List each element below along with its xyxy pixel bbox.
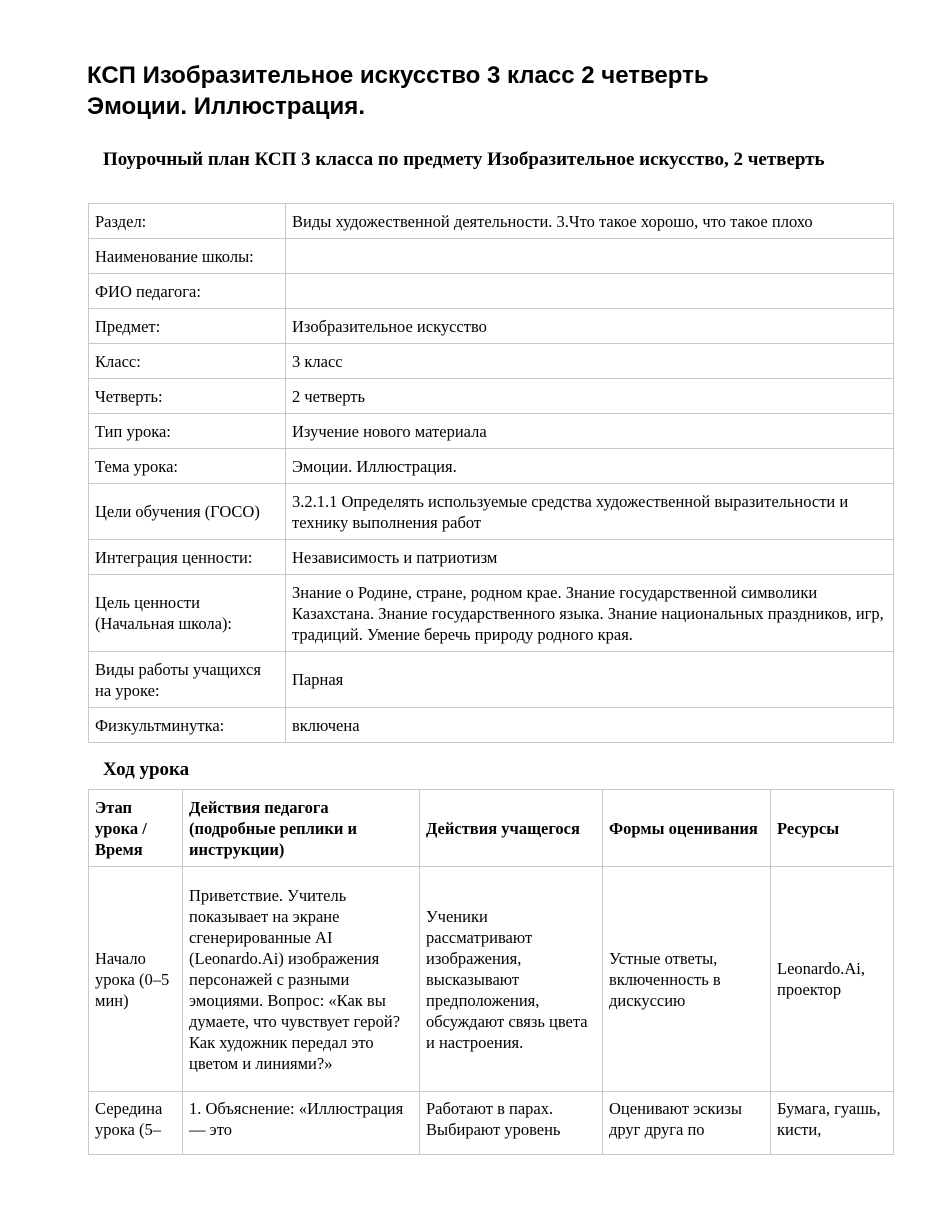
info-row-section bbox=[89, 204, 894, 239]
document-title-line2: Эмоции. Иллюстрация. bbox=[87, 93, 365, 120]
info-value bbox=[286, 239, 894, 274]
cell-resources: Leonardo.Ai, проектор bbox=[771, 867, 894, 1092]
info-row-learning-goals bbox=[89, 484, 894, 540]
info-label: Наименование школы: bbox=[89, 239, 286, 274]
info-label: Тип урока: bbox=[89, 414, 286, 449]
info-value: Виды художественной деятельности. 3.Что такое хорошо, что такое плохо bbox=[286, 204, 894, 239]
info-row-school bbox=[89, 239, 894, 274]
table-row bbox=[89, 867, 894, 1092]
info-value: 3.2.1.1 Определять используемые средства художественной выразительности и технику выполнения работ bbox=[286, 484, 894, 540]
header-resources: Ресурсы bbox=[771, 790, 894, 867]
info-value: Изучение нового материала bbox=[286, 414, 894, 449]
info-value: Парная bbox=[286, 652, 894, 708]
info-value: Изобразительное искусство bbox=[286, 309, 894, 344]
info-row-subject bbox=[89, 309, 894, 344]
info-row-work-types bbox=[89, 652, 894, 708]
lesson-flow-table bbox=[88, 789, 894, 1155]
info-value bbox=[286, 274, 894, 309]
info-label: Виды работы учащихся на уроке: bbox=[89, 652, 286, 708]
cell-teacher: 1. Объяснение: «Иллюстрация — это bbox=[183, 1092, 420, 1155]
info-row-teacher bbox=[89, 274, 894, 309]
info-value: Эмоции. Иллюстрация. bbox=[286, 449, 894, 484]
header-stage: Этап урока / Время bbox=[89, 790, 183, 867]
cell-stage: Начало урока (0–5 мин) bbox=[89, 867, 183, 1092]
info-label: Раздел: bbox=[89, 204, 286, 239]
lesson-info-table bbox=[88, 203, 894, 743]
info-row-grade bbox=[89, 344, 894, 379]
lesson-header-row bbox=[89, 790, 894, 867]
info-label: Тема урока: bbox=[89, 449, 286, 484]
table-row bbox=[89, 1092, 894, 1155]
header-assessment: Формы оценивания bbox=[603, 790, 771, 867]
info-label: Интеграция ценности: bbox=[89, 540, 286, 575]
document-title-line1: КСП Изобразительное искусство 3 класс 2 четверть bbox=[87, 62, 709, 89]
cell-assessment: Оценивают эскизы друг друга по bbox=[603, 1092, 771, 1155]
info-label: Класс: bbox=[89, 344, 286, 379]
cell-assessment: Устные ответы, включенность в дискуссию bbox=[603, 867, 771, 1092]
info-label: Цель ценности (Начальная школа): bbox=[89, 575, 286, 652]
info-row-value-goal bbox=[89, 575, 894, 652]
info-value: 2 четверть bbox=[286, 379, 894, 414]
info-label: Предмет: bbox=[89, 309, 286, 344]
cell-resources: Бумага, гуашь, кисти, bbox=[771, 1092, 894, 1155]
info-label: Физкультминутка: bbox=[89, 708, 286, 743]
info-value: включена bbox=[286, 708, 894, 743]
info-label: Четверть: bbox=[89, 379, 286, 414]
info-label: Цели обучения (ГОСО) bbox=[89, 484, 286, 540]
document-title bbox=[87, 60, 887, 122]
info-label: ФИО педагога: bbox=[89, 274, 286, 309]
info-value: Знание о Родине, стране, родном крае. Знание государственной символики Казахстана. Знание государственного языка. Знание национальных праздников, игр, традиций. Умение беречь природу родного края. bbox=[286, 575, 894, 652]
info-row-lesson-type bbox=[89, 414, 894, 449]
info-value: 3 класс bbox=[286, 344, 894, 379]
plan-subtitle: Поурочный план КСП 3 класса по предмету Изобразительное искусство, 2 четверть bbox=[103, 149, 825, 170]
cell-stage: Середина урока (5– bbox=[89, 1092, 183, 1155]
header-student-actions: Действия учащегося bbox=[420, 790, 603, 867]
cell-teacher: Приветствие. Учитель показывает на экране сгенерированные AI (Leonardo.Ai) изображения персонажей с разными эмоциями. Вопрос: «Как вы думаете, что чувствует герой? Как художник передал это цветом и линиями?» bbox=[183, 867, 420, 1092]
info-row-physical-break bbox=[89, 708, 894, 743]
info-row-topic bbox=[89, 449, 894, 484]
cell-students: Работают в парах. Выбирают уровень bbox=[420, 1092, 603, 1155]
info-row-quarter bbox=[89, 379, 894, 414]
header-teacher-actions: Действия педагога (подробные реплики и инструкции) bbox=[183, 790, 420, 867]
info-row-value-integration bbox=[89, 540, 894, 575]
info-value: Независимость и патриотизм bbox=[286, 540, 894, 575]
cell-students: Ученики рассматривают изображения, высказывают предположения, обсуждают связь цвета и настроения. bbox=[420, 867, 603, 1092]
lesson-flow-title: Ход урока bbox=[103, 759, 190, 780]
